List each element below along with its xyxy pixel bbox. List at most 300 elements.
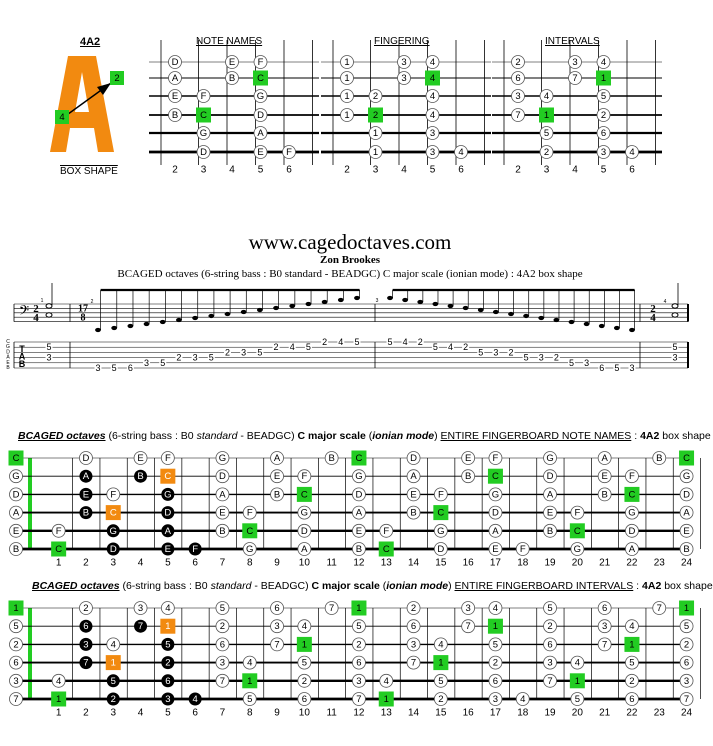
measure-number: 2 xyxy=(90,299,94,305)
time-signature: 8 xyxy=(80,312,86,324)
fingerboard-note-label: D xyxy=(355,489,363,501)
fingerboard-note-label: A xyxy=(219,489,226,501)
bass-clef-icon: 𝄢 xyxy=(18,304,30,322)
note-head xyxy=(672,304,678,308)
fingerboard-fret-number: 7 xyxy=(219,707,226,719)
diagram-fret-number: 4 xyxy=(401,164,407,176)
note-head xyxy=(225,312,231,316)
fingerboard-fret-number: 13 xyxy=(380,707,392,719)
fingerboard-note-label: F xyxy=(246,507,253,519)
title-part: ) xyxy=(434,430,441,442)
fingerboard-interval-label: 1 xyxy=(165,621,171,633)
note-head xyxy=(338,298,344,302)
note-head xyxy=(569,320,575,324)
fingerboard-interval-label: 3 xyxy=(465,603,471,614)
fingerboard-interval-label: 1 xyxy=(492,621,499,633)
fingerboard-interval-label: 7 xyxy=(219,675,226,687)
fingerboard-interval-label: 7 xyxy=(329,603,335,614)
note-head xyxy=(192,316,198,320)
note-head xyxy=(387,296,393,300)
fingerboard-fret-number: 20 xyxy=(571,557,583,569)
fingerboard-fret-number: 16 xyxy=(462,707,474,719)
diagram-note-label: A xyxy=(171,73,179,84)
fingerboard-interval-label: 7 xyxy=(274,639,280,651)
fingerboard-note-label: E xyxy=(355,525,363,537)
fingerboard-interval-label: 4 xyxy=(192,694,198,705)
tab-number: 3 xyxy=(144,357,150,368)
fingerboard-note-label: E xyxy=(12,525,20,537)
tab-number: 3 xyxy=(672,352,678,363)
fingerboard-note-label: E xyxy=(164,544,172,555)
fingerboard-interval-label: 1 xyxy=(110,657,116,669)
fingerboard-note-label: C xyxy=(109,507,117,519)
title-part: : xyxy=(633,580,643,592)
fingerboard-fret-number: 6 xyxy=(192,557,198,569)
fingerboard-note-label: C xyxy=(683,453,690,464)
diagram-note-label: 1 xyxy=(372,147,379,158)
fingerboard-note-label: G xyxy=(12,471,20,483)
title-part: - BEADGC) xyxy=(237,430,298,442)
fingerboard-note-label: G xyxy=(491,489,500,501)
fingerboard-note-label: G xyxy=(355,471,363,483)
tab-number: 3 xyxy=(493,347,499,358)
fingerboard-interval-label: 5 xyxy=(492,639,499,651)
fingerboard-fret-number: 5 xyxy=(165,707,171,719)
tab-number: 5 xyxy=(432,342,438,353)
title-part: ) xyxy=(448,580,455,592)
diagram-fret-number: 4 xyxy=(229,164,235,176)
tab-string-letter: B xyxy=(6,365,10,371)
fingerboard-note-label: G xyxy=(546,453,554,464)
title-part: ( xyxy=(365,430,373,442)
fingerboard-fret-number: 9 xyxy=(274,557,280,569)
fingerboard-interval-label: 5 xyxy=(629,657,635,669)
fingerboard-note-label: C xyxy=(300,489,308,501)
title-part: (6-string bass : B0 xyxy=(119,580,211,592)
fingerboard-interval-label: 6 xyxy=(301,694,307,705)
fingerboard-fret-number: 18 xyxy=(517,707,529,719)
fingerboard-note-label: F xyxy=(574,507,581,519)
fingerboard-interval-label: 2 xyxy=(13,639,19,651)
note-head xyxy=(432,302,438,306)
title-part: standard xyxy=(196,430,238,442)
diagram-note-label: 4 xyxy=(543,91,550,102)
diagram-note-label: A xyxy=(257,128,264,139)
note-head xyxy=(493,310,499,314)
tab-number: 5 xyxy=(523,352,529,363)
fingerboard-fret-number: 5 xyxy=(165,557,171,569)
fingerboard-note-label: G xyxy=(109,525,117,537)
fingerboard-fret-number: 7 xyxy=(219,557,226,569)
fingerboard-fret-number: 8 xyxy=(246,557,253,569)
tab-number: 5 xyxy=(208,352,214,363)
fingerboard-interval-label: 4 xyxy=(110,639,116,651)
fingerboard-note-label: G xyxy=(682,471,691,483)
fingerboard-note-label: D xyxy=(546,471,554,483)
note-head xyxy=(208,314,214,318)
diagram-fret-number: 4 xyxy=(572,164,578,176)
fingerboard-note-label: A xyxy=(355,507,363,519)
title-part: ENTIRE FINGERBOARD INTERVALS xyxy=(454,580,634,592)
fingerboard-interval-label: 1 xyxy=(383,694,389,705)
tab-number: 5 xyxy=(478,347,484,358)
diagram-note-label: F xyxy=(286,147,292,158)
fingerboard-fret-number: 23 xyxy=(653,707,665,719)
fingerboard-note-label: C xyxy=(437,507,445,519)
fingerboard-interval-label: 3 xyxy=(547,657,553,669)
fingerboard-interval-label: 5 xyxy=(683,621,690,633)
fingerboard-interval-label: 5 xyxy=(110,675,116,687)
diagram-note-label: 4 xyxy=(429,73,436,84)
fingerboard-fret-number: 3 xyxy=(110,557,117,569)
fingerboard-note-label: B xyxy=(328,453,335,464)
note-head xyxy=(478,308,484,312)
fingerboard-note-label: D xyxy=(109,544,117,555)
fingerboard-fret-number: 4 xyxy=(137,557,144,569)
fingerboard-interval-label: 6 xyxy=(602,603,608,614)
fingerboard-fret-number: 16 xyxy=(462,557,474,569)
fingerboard-note-label: C xyxy=(382,544,390,555)
diagram-title-intervals: INTERVALS xyxy=(545,36,600,47)
tab-number: 2 xyxy=(273,342,279,353)
fingerboard-interval-label: 6 xyxy=(83,621,89,633)
fingerboard-interval-label: 4 xyxy=(629,621,635,633)
note-head xyxy=(523,314,529,318)
measure-number: 1 xyxy=(40,298,44,304)
fingerboard-interval-label: 6 xyxy=(629,694,635,705)
fingerboard-interval-label: 2 xyxy=(492,657,499,669)
fingerboard-note-label: A xyxy=(410,471,417,483)
fingerboard-interval-label: 1 xyxy=(683,603,690,614)
tab-number: 2 xyxy=(322,337,328,347)
fingerboard-interval-label: 2 xyxy=(110,694,116,705)
fingerboard-note-label: A xyxy=(301,544,308,555)
title-part: - BEADGC) xyxy=(251,580,312,592)
fingerboard-note-label: G xyxy=(218,453,227,464)
diagram-note-label: 3 xyxy=(515,91,521,102)
fingerboard-interval-label: 5 xyxy=(13,621,19,633)
fingerboard-interval-label: 5 xyxy=(165,639,171,651)
title-part: box shape xyxy=(661,580,713,592)
note-head xyxy=(599,324,605,328)
fingerboard-note-label: F xyxy=(192,544,199,555)
diagram-note-label: 1 xyxy=(372,128,379,139)
note-head xyxy=(144,322,150,326)
fingerboard-fret-number: 22 xyxy=(626,557,638,569)
note-head xyxy=(127,324,133,328)
title-bold-italic: BCAGED octaves xyxy=(32,580,120,592)
diagram-fret-number: 3 xyxy=(543,164,550,176)
fingerboard-interval-label: 7 xyxy=(602,639,608,651)
fingerboard-note-label: B xyxy=(410,507,417,519)
fingerboard-interval-label: 4 xyxy=(520,694,526,705)
diagram-note-label: 1 xyxy=(600,73,607,84)
time-signature: 2 xyxy=(33,303,39,315)
tab-number: 3 xyxy=(241,347,247,358)
diagram-note-label: G xyxy=(199,128,208,139)
tab-number: 5 xyxy=(387,337,393,347)
fingerboard-interval-label: 7 xyxy=(356,694,362,705)
fingerboard-note-label: D xyxy=(164,507,172,519)
fingerboard-note-label: F xyxy=(110,489,117,501)
fingerboard-fret-number: 14 xyxy=(407,557,420,569)
tab-clef-letter: B xyxy=(18,359,26,369)
fingerboard-note-label: B xyxy=(82,507,90,519)
time-signature: 4 xyxy=(650,312,656,324)
diagram-note-label: E xyxy=(171,91,179,102)
fingerboard-note-label: G xyxy=(573,544,582,555)
box-code: 4A2 xyxy=(80,36,101,48)
fingerboard-fret-number: 24 xyxy=(680,707,693,719)
fingerboard-interval-label: 1 xyxy=(629,639,635,651)
fingerboard-interval-label: 4 xyxy=(383,675,389,687)
fingerboard-interval-label: 7 xyxy=(656,603,662,614)
fingerboard-interval-label: 4 xyxy=(247,657,253,669)
note-head xyxy=(463,306,469,310)
fingerboard-interval-label: 3 xyxy=(683,675,690,687)
fingerboard-note-label: F xyxy=(629,471,635,483)
fingerboard-interval-label: 4 xyxy=(56,675,62,687)
note-head xyxy=(273,306,279,310)
fingerboard-note-label: B xyxy=(137,471,144,483)
tab-number: 5 xyxy=(111,363,117,373)
box-finger-marker-label: 2 xyxy=(114,73,120,84)
diagram-fret-number: 3 xyxy=(372,164,379,176)
fingerboard-interval-label: 4 xyxy=(301,621,307,633)
website-title: www.cagedoctaves.com xyxy=(248,230,452,254)
note-head xyxy=(306,302,312,306)
fingerboard-interval-label: 7 xyxy=(137,621,144,633)
fingerboard-note-label: E xyxy=(273,471,281,483)
note-head xyxy=(629,328,635,332)
tab-number: 4 xyxy=(338,337,344,347)
diagram-fret-number: 2 xyxy=(515,164,521,176)
fingerboard-interval-label: 1 xyxy=(247,675,253,687)
time-signature: 4 xyxy=(33,312,39,324)
fingerboard-fret-number: 2 xyxy=(83,707,89,719)
fingerboard-interval-label: 6 xyxy=(356,657,362,669)
fingerboard-interval-label: 5 xyxy=(301,657,307,669)
fingerboard-fret-number: 15 xyxy=(435,557,447,569)
score-title: BCAGED octaves (6-string bass : B0 standard - BEADGC) C major scale (ionian mode) : 4A2 box shape xyxy=(117,268,583,280)
fingerboard-fret-number: 17 xyxy=(489,557,502,569)
fingerboard-note-label: E xyxy=(410,489,417,501)
measure-number: 4 xyxy=(663,299,667,305)
tab-number: 3 xyxy=(46,352,52,363)
tab-number: 5 xyxy=(614,363,620,373)
diagram-note-label: E xyxy=(257,147,264,158)
fingerboard-interval-label: 7 xyxy=(683,694,690,705)
diagram-note-label: 1 xyxy=(543,110,550,121)
diagram-note-label: 2 xyxy=(600,110,607,121)
tab-number: 2 xyxy=(553,352,559,363)
title-bold-italic: BCAGED octaves xyxy=(18,430,106,442)
diagram-note-label: 1 xyxy=(344,57,350,68)
diagram-note-label: B xyxy=(228,73,236,84)
note-head xyxy=(241,310,247,314)
fingerboard-fret-number: 1 xyxy=(55,557,62,569)
title-part: ionian mode xyxy=(386,580,449,592)
fingerboard-interval-label: 7 xyxy=(13,694,19,705)
diagram-note-label: 3 xyxy=(401,73,407,84)
title-part: : xyxy=(631,430,641,442)
fingerboard-note-label: G xyxy=(164,489,172,501)
tab-string-letter: A xyxy=(6,354,10,361)
fingerboard-interval-label: 3 xyxy=(137,603,144,614)
tab-string-letter: G xyxy=(6,344,10,351)
fingerboard-interval-label: 3 xyxy=(602,621,608,633)
diagram-fret-number: 5 xyxy=(429,164,436,176)
fingerboard-interval-label: 2 xyxy=(356,639,362,651)
fingerboard-interval-label: 2 xyxy=(438,694,444,705)
fingerboard-interval-label: 4 xyxy=(492,603,499,614)
note-head xyxy=(508,312,514,316)
fingerboard-fret-number: 12 xyxy=(353,707,365,719)
fingerboard-fret-number: 22 xyxy=(626,707,638,719)
fingerboard-fret-number: 24 xyxy=(680,557,693,569)
note-head xyxy=(538,316,544,320)
note-head xyxy=(354,296,360,300)
fingerboard-note-label: A xyxy=(601,453,608,464)
fingerboard-interval-label: 5 xyxy=(356,621,362,633)
diagram-note-label: 2 xyxy=(372,91,379,102)
note-head xyxy=(614,326,620,330)
fingerboard-interval-label: 4 xyxy=(574,657,580,669)
fingerboard-note-label: D xyxy=(437,544,445,555)
fingerboard-interval-label: 4 xyxy=(165,603,171,614)
note-head xyxy=(46,304,52,308)
fingerboard-fret-number: 23 xyxy=(653,557,665,569)
fingerboard-fret-number: 11 xyxy=(326,707,337,719)
tab-number: 4 xyxy=(289,342,295,353)
title-part: 4A2 xyxy=(640,430,660,442)
fingerboard-note-label: G xyxy=(437,525,445,537)
tab-clef-letter: T xyxy=(19,344,25,354)
diagram-title-fingering: FINGERING xyxy=(374,36,430,47)
fingerboard-fret-number: 11 xyxy=(326,557,337,569)
diagram-note-label: 4 xyxy=(429,91,436,102)
fingerboard-note-label: D xyxy=(628,525,636,537)
fingerboard-fret-number: 21 xyxy=(599,707,611,719)
fingerboard-note-label: A xyxy=(82,471,90,483)
fingerboard-note-label: E xyxy=(492,544,499,555)
fingerboard-fret-number: 10 xyxy=(298,557,310,569)
fingerboard-note-label: G xyxy=(246,544,254,555)
author: Zon Brookes xyxy=(319,254,380,266)
fingerboard-fret-number: 2 xyxy=(83,557,89,569)
fingerboard-interval-label: 7 xyxy=(83,657,89,669)
fingerboard-fret-number: 19 xyxy=(544,707,556,719)
fingerboard-note-label: D xyxy=(219,471,226,483)
fingerboard-note-label: C xyxy=(492,471,499,483)
fingerboard-fret-number: 6 xyxy=(192,707,198,719)
tab-number: 6 xyxy=(127,363,133,373)
diagram-note-label: E xyxy=(228,57,236,68)
fingerboard-interval-label: 2 xyxy=(629,675,635,687)
fingerboard-fret-number: 15 xyxy=(435,707,447,719)
diagram-note-label: 3 xyxy=(572,57,578,68)
fingerboard-note-label: F xyxy=(492,453,499,464)
diagram-note-label: 2 xyxy=(515,57,521,68)
fingerboard-note-label: G xyxy=(300,507,309,519)
tab-string-letter: C xyxy=(6,339,10,345)
tab-number: 2 xyxy=(224,347,231,358)
diagram-note-label: 5 xyxy=(543,128,550,139)
diagram-note-label: 1 xyxy=(344,91,350,102)
fingerboard-note-label: B xyxy=(683,544,690,555)
fingerboard-note-label: E xyxy=(464,453,472,464)
fingerboard-interval-label: 3 xyxy=(492,694,499,705)
title-part: box shape xyxy=(659,430,711,442)
note-head xyxy=(448,304,454,308)
diagram-fret-number: 3 xyxy=(200,164,207,176)
tab-number: 5 xyxy=(46,342,52,353)
note-head xyxy=(417,300,423,304)
measure-number: 3 xyxy=(375,298,379,304)
fingerboard-fret-number: 3 xyxy=(110,707,117,719)
fingerboard-fret-number: 21 xyxy=(599,557,611,569)
tab-number: 5 xyxy=(568,357,575,368)
title-part: ( xyxy=(379,580,387,592)
title-part: ionian mode xyxy=(372,430,435,442)
title-part: 4A2 xyxy=(642,580,662,592)
title-part: ENTIRE FINGERBOARD NOTE NAMES xyxy=(440,430,632,442)
fingerboard-note-label: C xyxy=(55,544,63,555)
fingerboard-note-label: B xyxy=(656,453,663,464)
note-head xyxy=(289,304,295,308)
diagram-note-label: F xyxy=(257,57,264,68)
diagram-fret-number: 2 xyxy=(172,164,178,176)
fingerboard-fret-number: 14 xyxy=(407,707,420,719)
fingerboard-interval-label: 2 xyxy=(683,639,690,651)
fingerboard-note-label: B xyxy=(355,544,363,555)
fingerboard-interval-label: 1 xyxy=(574,675,580,687)
diagram-note-label: D xyxy=(257,110,264,121)
tab-number: 5 xyxy=(354,337,360,347)
fingerboard-interval-label: 7 xyxy=(410,657,417,669)
fingerboard-note-label: B xyxy=(546,525,554,537)
note-head xyxy=(402,298,408,302)
title-part: C major scale xyxy=(311,580,380,592)
fingerboard-note-label: A xyxy=(164,525,172,537)
fingerboard-fret-number: 17 xyxy=(489,707,502,719)
fingerboard-note-label: B xyxy=(219,525,226,537)
fingerboard-fret-number: 12 xyxy=(353,557,365,569)
fingerboard-note-label: B xyxy=(464,471,472,483)
diagram-note-label: 2 xyxy=(543,147,550,158)
diagram-note-label: 5 xyxy=(600,91,607,102)
diagram-note-label: 3 xyxy=(429,147,436,158)
diagram-note-label: B xyxy=(171,110,179,121)
fingerboard-interval-label: 5 xyxy=(219,603,226,614)
tab-number: 2 xyxy=(176,352,182,363)
fingerboard-note-label: F xyxy=(164,453,171,464)
tab-number: 3 xyxy=(538,352,544,363)
fingerboard-interval-label: 2 xyxy=(547,621,553,633)
diagram-note-label: 7 xyxy=(515,110,521,121)
fingerboard-note-label: C xyxy=(573,525,581,537)
fingerboard-note-label: A xyxy=(492,525,499,537)
tab-number: 4 xyxy=(447,342,454,353)
diagram-note-label: 4 xyxy=(458,147,464,158)
fingerboard-interval-label: 2 xyxy=(301,675,307,687)
fingerboard-note-label: E xyxy=(219,507,226,519)
tab-number: 2 xyxy=(463,342,469,353)
fingerboard-fret-number: 4 xyxy=(137,707,144,719)
fingerboard-interval-label: 6 xyxy=(165,675,171,687)
tab-number: 3 xyxy=(584,357,590,368)
fingerboard-interval-label: 6 xyxy=(274,603,280,614)
